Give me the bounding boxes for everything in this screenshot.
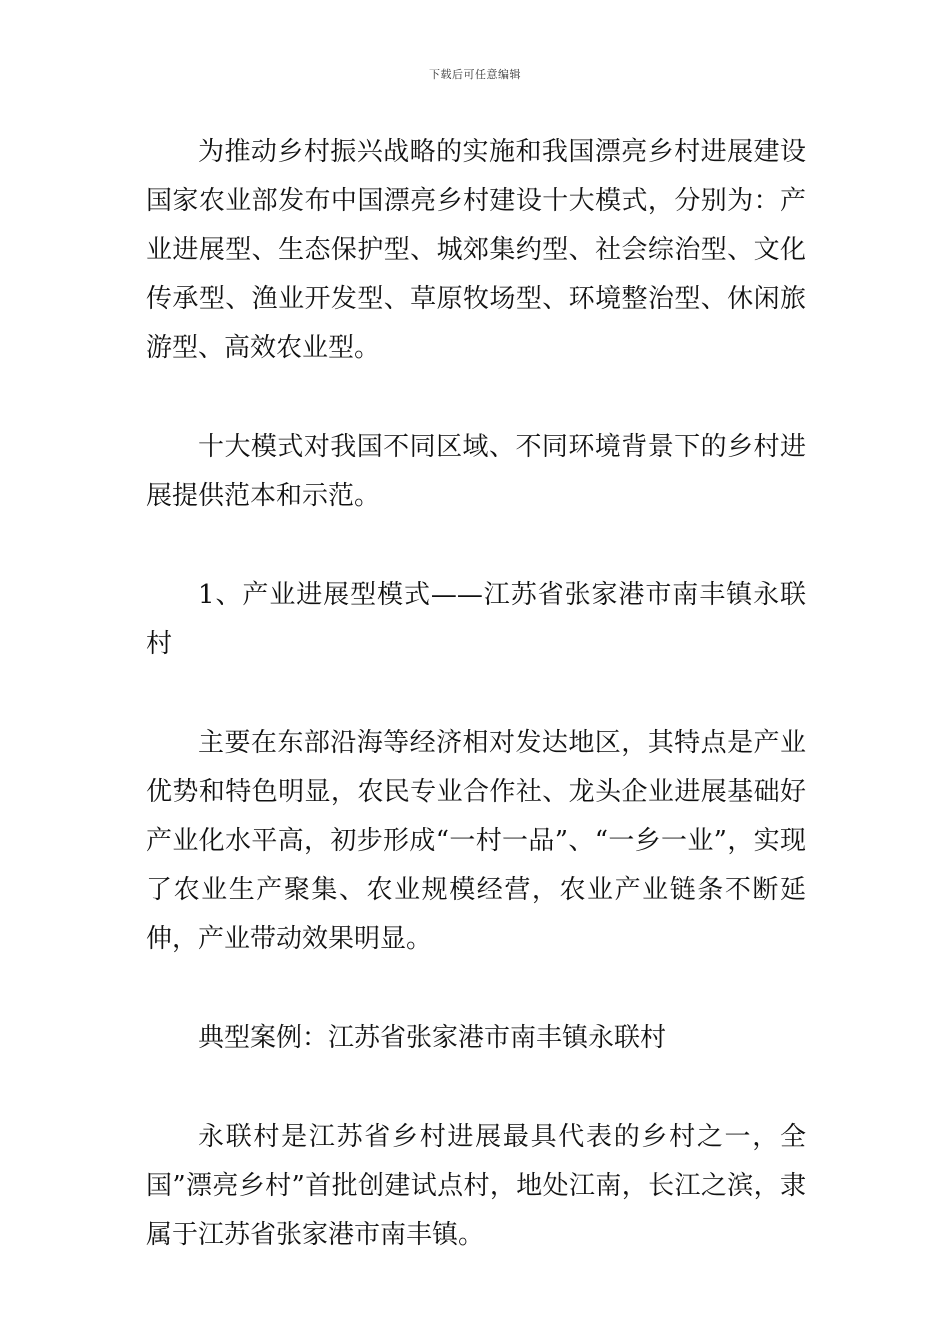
- paragraph-description: 主要在东部沿海等经济相对发达地区，其特点是产业优势和特色明显，农民专业合作社、龙头企业进展基础好产业化水平高，初步形成“一村一品”、“一乡一业”，实现了农业生产聚集、农业规模经营，农业产业链条不断延伸，产业带动效果明显。: [146, 728, 806, 954]
- case-heading: 典型案例：江苏省张家港市南丰镇永联村: [198, 1023, 667, 1053]
- paragraph-case: 永联村是江苏省乡村进展最具代表的乡村之一，全国”漂亮乡村”首批创建试点村，地处江南，长江之滨，隶属于江苏省张家港市南丰镇。: [146, 1122, 806, 1250]
- paragraph-summary: 十大模式对我国不同区域、不同环境背景下的乡村进展提供范本和示范。: [146, 432, 806, 511]
- paragraph-gap: [146, 964, 806, 1014]
- paragraph-gap: [146, 373, 806, 423]
- paragraph-intro: 为推动乡村振兴战略的实施和我国漂亮乡村进展建设国家农业部发布中国漂亮乡村建设十大模式，分别为：产业进展型、生态保护型、城郊集约型、社会综治型、文化传承型、渔业开发型、草原牧场型、环境整治型、休闲旅游型、高效农业型。: [146, 137, 806, 363]
- section-heading: 1、产业进展型模式——江苏省张家港市南丰镇永联村: [146, 580, 806, 659]
- paragraph-gap: [146, 1063, 806, 1113]
- paragraph-gap: [146, 521, 806, 571]
- paragraph-gap: [146, 669, 806, 719]
- header-note: 下载后可任意编辑: [429, 68, 521, 81]
- document-body: [146, 128, 806, 1260]
